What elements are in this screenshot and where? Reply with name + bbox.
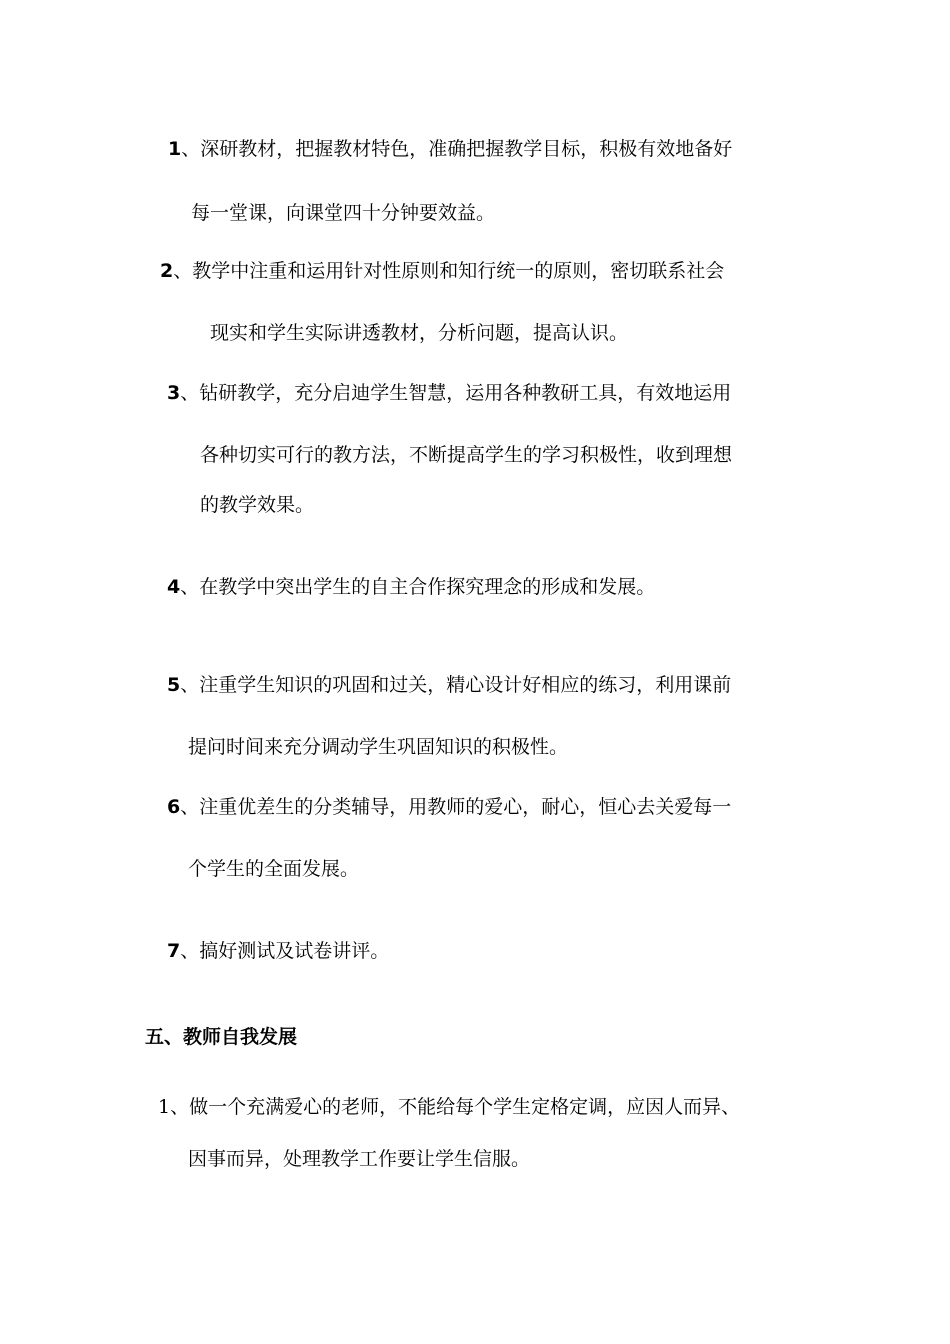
item-2-line-2: 现实和学生实际讲透教材，分析问题，提高认识。	[210, 322, 629, 344]
item-4-line-1	[167, 574, 655, 600]
item-6-line-1	[167, 794, 731, 820]
item-3-text: 、钻研教学，充分启迪学生智慧，运用各种教研工具，有效地运用	[180, 382, 732, 404]
item-5-line-2: 提问时间来充分调动学生巩固知识的积极性。	[188, 736, 569, 758]
item-2-number: 2	[160, 260, 174, 282]
item-3-number: 3	[167, 382, 181, 404]
item-6-text: 、注重优差生的分类辅导，用教师的爱心，耐心，恒心去关爱每一	[180, 796, 732, 818]
item-7-text: 、搞好测试及试卷讲评。	[180, 940, 390, 962]
item-3-line-3: 的教学效果。	[200, 494, 315, 516]
item-4-number: 4	[167, 576, 181, 598]
item-1-line-2: 每一堂课，向课堂四十分钟要效益。	[191, 202, 496, 224]
item-7-number: 7	[167, 940, 181, 962]
section-item-1-text: 、做一个充满爱心的老师，不能给每个学生定格定调，应因人而异、	[170, 1096, 741, 1118]
item-6-line-2: 个学生的全面发展。	[188, 858, 360, 880]
section-item-1-line-2: 因事而异，处理教学工作要让学生信服。	[188, 1148, 531, 1170]
item-3-line-2: 各种切实可行的教方法，不断提高学生的学习积极性，收到理想	[200, 444, 733, 466]
section-heading: 五、教师自我发展	[145, 1026, 298, 1048]
item-2-line-1	[160, 258, 724, 284]
item-3-line-1	[167, 380, 731, 406]
item-7-line-1	[167, 938, 389, 964]
section-item-1-number: 1	[158, 1096, 171, 1118]
item-5-text: 、注重学生知识的巩固和过关，精心设计好相应的练习，利用课前	[180, 674, 732, 696]
item-1-text: 、深研教材，把握教材特色，准确把握教学目标，积极有效地备好	[181, 138, 733, 160]
section-item-1-line-1	[158, 1094, 740, 1120]
item-1-line-1	[168, 136, 732, 162]
item-6-number: 6	[167, 796, 181, 818]
item-1-number: 1	[168, 138, 182, 160]
item-5-number: 5	[167, 674, 181, 696]
item-2-text: 、教学中注重和运用针对性原则和知行统一的原则，密切联系社会	[173, 260, 725, 282]
item-5-line-1	[167, 672, 731, 698]
item-4-text: 、在教学中突出学生的自主合作探究理念的形成和发展。	[180, 576, 656, 598]
